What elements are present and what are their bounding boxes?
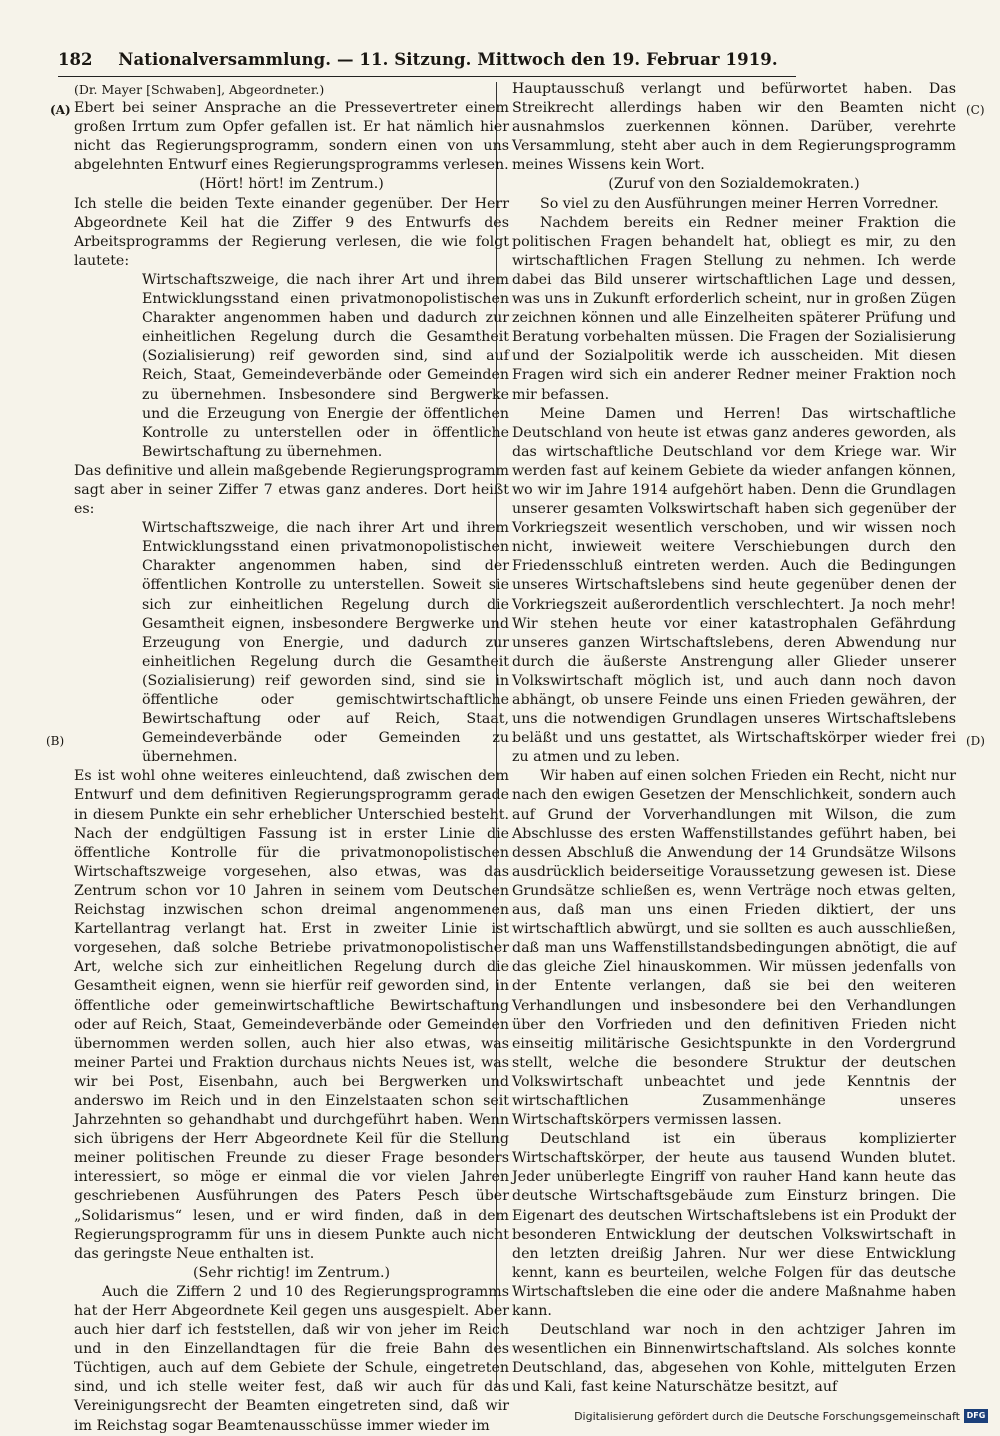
interjection: (Sehr richtig! im Zentrum.) — [192, 1264, 391, 1281]
paragraph: Ich stelle die beiden Texte einander gegenüber. Der Herr Abgeordnete Keil hat die Ziffer 9 des Entwurfs des Arbeitsprogramms der Regierung verlesen, die wie folgt lautete: — [74, 195, 509, 269]
paragraph: Es ist wohl ohne weiteres einleuchtend, daß zwischen dem Entwurf und dem definitiven Regierungsprogramm gerade in diesem Punkte ein sehr erheblicher Unterschied besteht. Nach der endgültigen Fassung ist in erster Linie die öffentliche Kontrolle für die privatmonopolistischen Wirtschaftszweige vorgesehen, also etwas, was das Zentrum schon vor 10 Jahren in seinem vom Deutschen Reichstag inzwischen schon dreimal angenommenen Kartellantrag verlangt hat. Erst in zweiter Linie ist vorgesehen, daß solche Betriebe privatmonopolistischer Art, welche sich zur einheitlichen Regelung durch die Gesamtheit eignen, wenn sie hierfür reif geworden sind, in öffentliche oder gemeinwirtschaftliche Bewirtschaftung oder auf Reich, Staat, Gemeindeverbände oder Gemeinden übernommen werden sollen, auch hier also etwas, was meiner Partei und Fraktion durchaus nichts Neues ist, was wir bei Post, Eisenbahn, auch bei Bergwerken und anderswo im Reich und in den Einzelstaaten schon seit Jahrzehnten so gehandhabt und durchgeführt haben. Wenn sich übrigens der Herr Abgeordnete Keil für die Stellung meiner politischen Freunde zu dieser Frage besonders interessiert, so möge er einmal die vor vielen Jahren geschriebenen Ausführungen des Paters Pesch über „Solidarismus“ lesen, und er wird finden, daß in dem Regierungsprogramm für uns in diesem Punkte auch nicht das geringste Neue enthalten ist. — [74, 768, 509, 1262]
left-column — [74, 80, 509, 1436]
block-quote: Wirtschaftszweige, die nach ihrer Art und ihrem Entwicklungsstand einen privatmonopolistischen Charakter angenommen haben, sind der öffentlichen Kontrolle zu unterstellen. Soweit sie sich zur einheitlichen Regelung durch die Gesamtheit eignen, insbesondere Bergwerke und Erzeugung von Energie, und dadurch zur einheitlichen Regelung durch die Gesamtheit (Sozialisierung) reif geworden sind, sind sie in öffentliche oder gemischtwirtschaftliche Bewirtschaftung oder auf Reich, Staat, Gemeindeverbände oder Gemeinden zu übernehmen. — [142, 520, 509, 766]
paragraph: Deutschland war noch in den achtziger Jahren im wesentlichen ein Binnenwirtschaftsland. Als solches konnte Deutschland, das, abgesehen von Kohle, mittelguten Erzen und Kali, fast keine Naturschätze besitzt, auf — [512, 1322, 956, 1396]
paragraph: Auch die Ziffern 2 und 10 des Regierungsprogramms hat der Herr Abgeordnete Keil gegen uns ausgespielt. Aber auch hier darf ich feststellen, daß wir von jeher im Reich und in den Einzellandtagen für die freie Bahn des Tüchtigen, auch auf dem Gebiete der Schule, eingetreten sind, und ich stelle weiter fest, daß wir auch für das Vereinigungsrecht der Beamten eingetreten sind, daß wir im Reichstag sogar Beamtenausschüsse immer wieder im — [74, 1283, 509, 1434]
paragraph: Deutschland ist ein überaus komplizierter Wirtschaftskörper, der heute aus tausend Wunden blutet. Jeder unüberlegte Eingriff von rauher Hand kann heute das deutsche Wirtschaftsgebäude zum Einsturz bringen. Die Eigenart des deutschen Wirtschaftslebens ist ein Produkt der besonderen Entwicklung der deutschen Volkswirtschaft in den letzten dreißig Jahren. Nur wer diese Entwicklung kennt, kann es beurteilen, welche Folgen für das deutsche Wirtschaftsleben die eine oder die andere Maßnahme haben kann. — [512, 1131, 956, 1319]
margin-marker-c: (C) — [966, 103, 985, 117]
page-number: 182 — [58, 50, 93, 69]
paragraph: So viel zu den Ausführungen meiner Herren Vorredner. — [540, 195, 939, 212]
paragraph: Das definitive und allein maßgebende Regierungsprogramm sagt aber in seiner Ziffer 7 etwas ganz anderes. Dort heißt es: — [74, 462, 509, 518]
margin-marker-d: (D) — [966, 734, 985, 748]
page-header — [58, 50, 798, 72]
paragraph: Wir haben auf einen solchen Frieden ein Recht, nicht nur nach den ewigen Gesetzen der Menschlichkeit, sondern auch auf Grund der Vorverhandlungen mit Wilson, die zum Abschlusse des ersten Waffenstillstandes geführt haben, bei dessen Abschluß die Anwendung der 14 Grundsätze Wilsons ausdrücklich beiderseitige Voraussetzung gewesen ist. Diese Grundsätze schließen es, wenn Verträge noch etwas gelten, aus, daß man uns einen Frieden diktiert, der uns wirtschaftlich abwürgt, und sie sollten es auch ausschließen, daß man uns Waffenstillstandsbedingungen abnötigt, die auf das gleiche Ziel hinauskommen. Wir müssen jedenfalls von der Entente verlangen, daß sie bei den weiteren Verhandlungen und insbesondere bei den Verhandlungen über den Vorfrieden und den definitiven Frieden nicht einseitig militärische Gesichtspunkte in den Vordergrund stellt, welche die besondere Struktur der deutschen Volkswirtschaft unbeachtet und jede Kenntnis der wirtschaftlichen Zusammenhänge unseres Wirtschaftskörpers vermissen lassen. — [512, 768, 956, 1129]
margin-marker-a: (A) — [50, 103, 71, 117]
footer — [574, 1409, 988, 1423]
running-title: Nationalversammlung. — 11. Sitzung. Mittwoch den 19. Februar 1919. — [118, 50, 778, 69]
speaker-line: (Dr. Mayer [Schwaben], Abgeordneter.) — [74, 82, 325, 97]
header-rule — [58, 76, 796, 77]
dfg-logo-icon: DFG — [964, 1409, 988, 1423]
paragraph: Ebert bei seiner Ansprache an die Pressevertreter einem großen Irrtum zum Opfer gefallen ist. Er hat nämlich hier nicht das Regierungsprogramm, sondern einen von uns abgelehnten Entwurf eines Regierungsprogramms verlesen. — [74, 100, 509, 174]
paragraph: Nachdem bereits ein Redner meiner Fraktion die politischen Fragen behandelt hat, obliegt es mir, zu den wirtschaftlichen Fragen Stellung zu nehmen. Ich werde dabei das Bild unserer wirtschaftlichen Lage und dessen, was uns in Zukunft erforderlich scheint, nur in großen Zügen zeichnen können und alle Einzelheiten späterer Prüfung und Beratung vorbehalten müssen. Die Fragen der Sozialisierung und der Sozialpolitik werde ich ausscheiden. Mit diesen Fragen wird sich ein anderer Redner meiner Fraktion noch mir befassen. — [512, 214, 956, 403]
paragraph: Meine Damen und Herren! Das wirtschaftliche Deutschland von heute ist etwas ganz anderes geworden, als das wirtschaftliche Deutschland vor dem Kriege war. Wir werden fast auf keinem Gebiete da wieder anfangen können, wo wir im Jahre 1914 aufgehört haben. Denn die Grundlagen unserer gesamten Volkswirtschaft haben sich gegenüber der Vorkriegszeit wesentlich verschoben, und wir wissen noch nicht, inwieweit weitere Verschiebungen durch den Friedensschluß eintreten werden. Auch die Bedingungen unseres Wirtschaftslebens sind heute gegenüber denen der Vorkriegszeit außerordentlich verschlechtert. Ja noch mehr! Wir stehen heute vor einer katastrophalen Gefährdung unseres ganzen Wirtschaftslebens, deren Abwendung nur durch die äußerste Anstrengung aller Glieder unserer Volkswirtschaft möglich ist, und auch dann noch davon abhängt, ob unsere Feinde uns einen Frieden gewähren, der uns die notwendigen Grundlagen unseres Wirtschaftslebens beläßt und uns gestattet, als Wirtschaftskörper wieder frei zu atmen und zu leben. — [512, 405, 956, 766]
right-column — [512, 80, 956, 1397]
interjection: (Zuruf von den Sozialdemokraten.) — [608, 176, 860, 193]
paragraph: Hauptausschuß verlangt und befürwortet haben. Das Streikrecht allerdings haben wir den Beamten nicht ausnahmslos zuerkennen können. Darüber, verehrte Versammlung, steht aber auch in dem Regierungsprogramm meines Wissens kein Wort. — [512, 81, 956, 174]
block-quote: Wirtschaftszweige, die nach ihrer Art und ihrem Entwicklungsstand einen privatmonopolistischen Charakter angenommen haben und dadurch zur einheitlichen Regelung durch die Gesamtheit (Sozialisierung) reif geworden sind, sind auf Reich, Staat, Gemeindeverbände oder Gemeinden zu übernehmen. Insbesondere sind Bergwerke und die Erzeugung von Energie der öffentlichen Kontrolle zu unterstellen oder in öffentliche Bewirtschaftung zu übernehmen. — [142, 271, 509, 460]
interjection: (Hört! hört! im Zentrum.) — [199, 176, 384, 193]
margin-marker-b: (B) — [46, 734, 65, 748]
footer-credit: Digitalisierung gefördert durch die Deutsche Forschungsgemeinschaft — [574, 1409, 960, 1423]
